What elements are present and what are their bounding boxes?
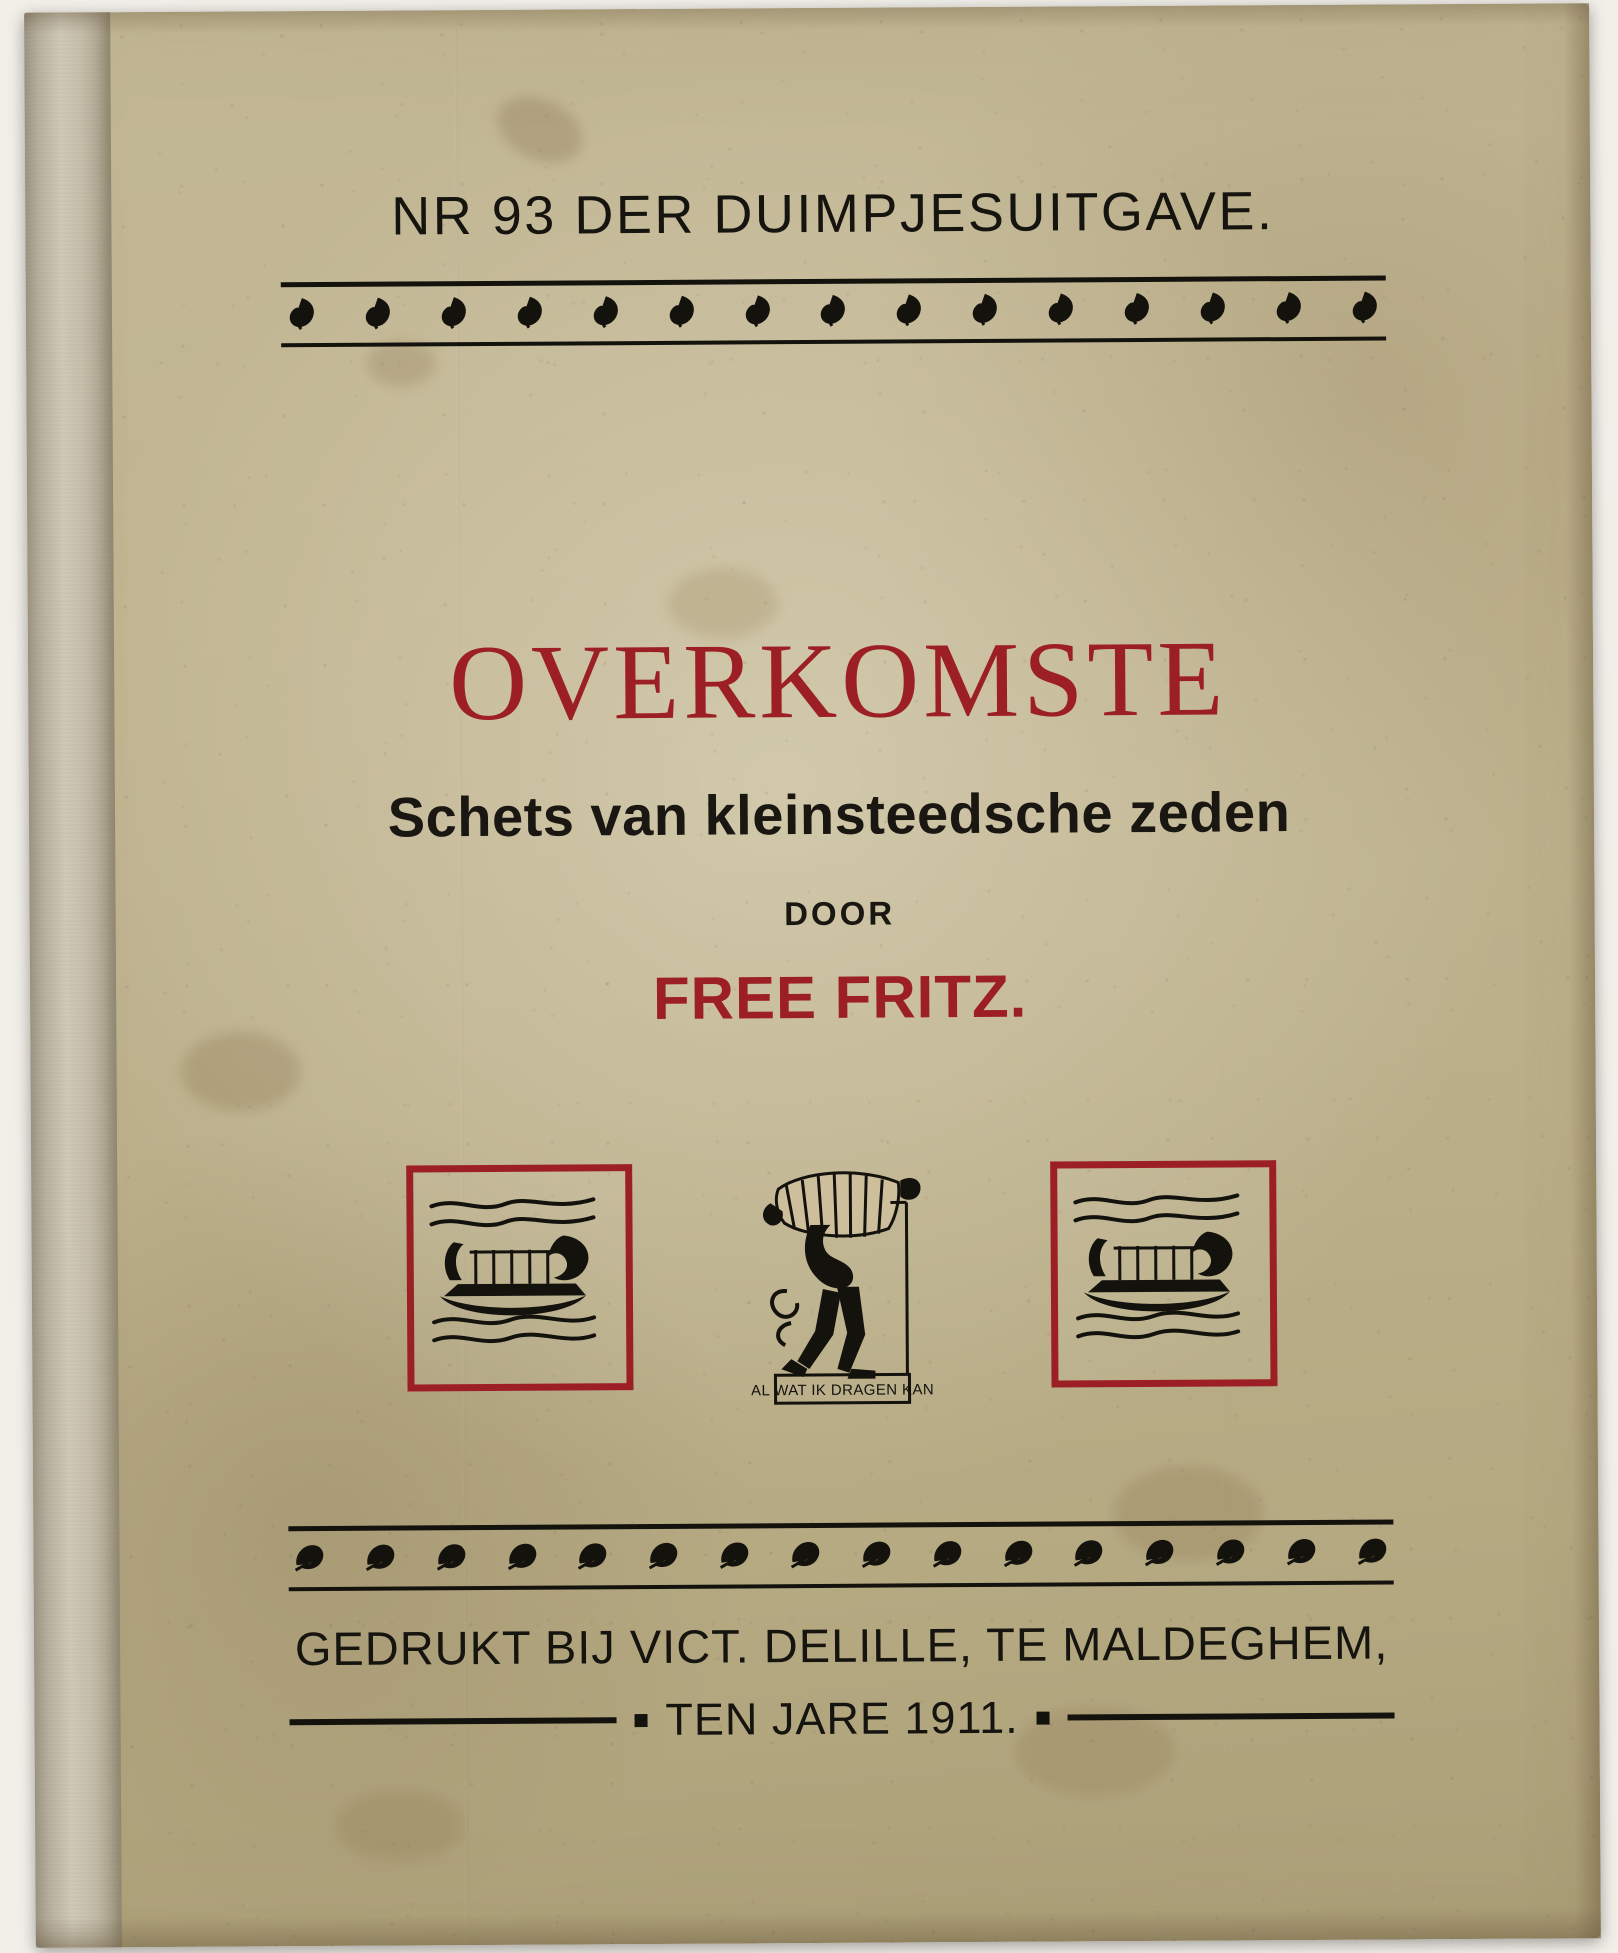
- leaf-ornament-icon: [968, 291, 1002, 329]
- leaf-ornament-icon: [513, 294, 547, 332]
- header-ornament-group: [281, 275, 1386, 347]
- leaf-ornament-icon: [892, 291, 926, 329]
- footer-block: [288, 1519, 1394, 1748]
- leaf-ornament-icon: [788, 1536, 822, 1574]
- leaf-ornament-icon: [1272, 289, 1306, 327]
- book-cover: [24, 3, 1601, 1948]
- leaf-ornament-icon: [1348, 289, 1382, 327]
- viking-ship-right-frame: [1050, 1160, 1277, 1387]
- publication-year: TEN JARE 1911.: [665, 1691, 1019, 1745]
- leaf-ornament-icon: [285, 295, 319, 333]
- leaf-ornament-icon: [434, 1538, 468, 1576]
- leaf-ornament-icon: [1196, 289, 1230, 327]
- leaf-ornament-icon: [1143, 1534, 1177, 1572]
- svg-text:AL WAT IK DRAGEN KAN: AL WAT IK DRAGEN KAN: [750, 1381, 934, 1400]
- series-number-line: NR 93 DER DUIMPJESUITGAVE.: [391, 181, 1275, 247]
- ornament-band-bottom: [288, 1524, 1393, 1587]
- printer-device-center: [750, 1162, 934, 1415]
- leaf-ornament-icon: [292, 1539, 326, 1577]
- subtitle: Schets van kleinsteedsche zeden: [387, 780, 1291, 849]
- ornament-band-top: [281, 280, 1386, 343]
- leaf-ornament-icon: [647, 1537, 681, 1575]
- rule-line: [290, 1717, 617, 1725]
- leaf-ornament-icon: [363, 1539, 397, 1577]
- leaf-ornament-icon: [1044, 290, 1078, 328]
- leaf-ornament-icon: [718, 1536, 752, 1574]
- rule-line: [1068, 1712, 1395, 1720]
- edge-wear-right: [1563, 3, 1601, 1938]
- by-label: DOOR: [784, 894, 896, 933]
- viking-ship-left-frame: [406, 1164, 633, 1391]
- ship-woodcut-icon: [1058, 1352, 1256, 1370]
- leaf-ornament-icon: [1072, 1534, 1106, 1572]
- printer-imprint: GEDRUKT BIJ VICT. DELILLE, TE MALDEGHEM,: [294, 1615, 1389, 1676]
- ship-woodcut-icon: [414, 1356, 612, 1374]
- leaf-ornament-icon: [664, 293, 698, 331]
- leaf-ornament-icon: [816, 292, 850, 330]
- leaf-ornament-icon: [1120, 290, 1154, 328]
- leaf-ornament-icon: [361, 295, 395, 333]
- page-title: OVERKOMSTE: [448, 619, 1228, 744]
- leaf-ornament-icon: [740, 292, 774, 330]
- leaf-ornament-icon: [437, 294, 471, 332]
- title-block: [178, 619, 1500, 1036]
- leaf-ornament-icon: [1001, 1535, 1035, 1573]
- leaf-ornament-icon: [1214, 1533, 1248, 1571]
- leaf-ornament-icon: [1355, 1532, 1389, 1570]
- vignette-row: [181, 1159, 1503, 1419]
- leaf-ornament-icon: [505, 1538, 539, 1576]
- printer-mark-icon: [750, 1381, 934, 1415]
- leaf-ornament-icon: [589, 293, 623, 331]
- leaf-ornament-icon: [1284, 1533, 1318, 1571]
- cover-printed-content: [174, 4, 1506, 1947]
- book-spine-cloth: [24, 12, 122, 1947]
- header-block: [280, 179, 1386, 347]
- author-name: FREE FRITZ.: [652, 962, 1028, 1032]
- leaf-ornament-icon: [859, 1536, 893, 1574]
- year-line-row: [289, 1689, 1394, 1748]
- rule-cap-square: [1037, 1711, 1050, 1724]
- leaf-ornament-icon: [930, 1535, 964, 1573]
- rule-cap-square: [634, 1714, 647, 1727]
- leaf-ornament-icon: [576, 1537, 610, 1575]
